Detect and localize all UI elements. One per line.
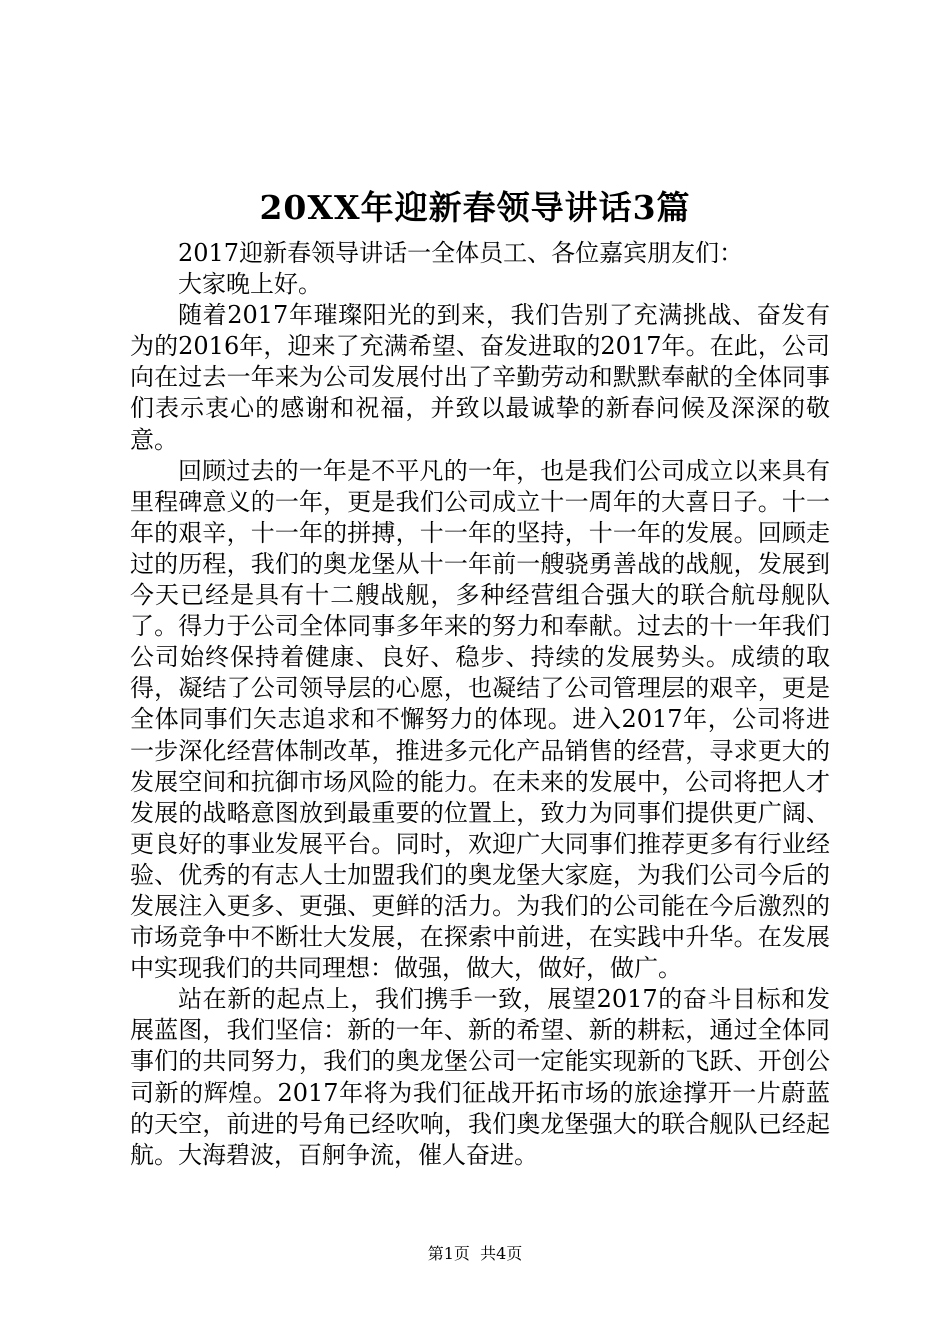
paragraph-outlook: 站在新的起点上，我们携手一致，展望2017的奋斗目标和发展蓝图，我们坚信：新的一年、新的希望、新的耕耘，通过全体同事们的共同努力，我们的奥龙堡公司一定能实现新的飞跃、开创公司新的辉煌。2017年将为我们征战开拓市场的旅途撑开一片蔚蓝的天空，前进的号角已经吹响，我们奥龙堡强大的联合舰队已经起航。大海碧波，百舸争流，催人奋进。	[130, 985, 830, 1169]
page-footer	[0, 1243, 950, 1265]
document-body	[130, 238, 830, 1171]
page-number: 第1页 共4页	[427, 1244, 523, 1263]
document-title: 20XX年迎新春领导讲话3篇	[259, 188, 691, 227]
paragraph-review: 回顾过去的一年是不平凡的一年，也是我们公司成立以来具有里程碑意义的一年，更是我们公司成立十一周年的大喜日子。十一年的艰辛，十一年的拼搏，十一年的坚持，十一年的发展。回顾走过的历程，我们的奥龙堡从十一年前一艘骁勇善战的战舰，发展到今天已经是具有十二艘战舰，多种经营组合强大的联合航母舰队了。得力于公司全体同事多年来的努力和奉献。过去的十一年我们公司始终保持着健康、良好、稳步、持续的发展势头。成绩的取得，凝结了公司领导层的心愿，也凝结了公司管理层的艰辛，更是全体同事们矢志追求和不懈努力的体现。进入2017年，公司将进一步深化经营体制改革，推进多元化产品销售的经营，寻求更大的发展空间和抗御市场风险的能力。在未来的发展中，公司将把人才发展的战略意图放到最重要的位置上，致力为同事们提供更广阔、更良好的事业发展平台。同时，欢迎广大同事们推荐更多有行业经验、优秀的有志人士加盟我们的奥龙堡大家庭，为我们公司今后的发展注入更多、更强、更鲜的活力。为我们的公司能在今后激烈的市场竞争中不断壮大发展，在探索中前进，在实践中升华。在发展中实现我们的共同理想：做强，做大，做好，做广。	[130, 456, 830, 983]
paragraph-greeting: 2017迎新春领导讲话一全体员工、各位嘉宾朋友们：	[178, 239, 744, 267]
paragraph-new-year: 随着2017年璀璨阳光的到来，我们告别了充满挑战、奋发有为的2016年，迎来了充满希望、奋发进取的2017年。在此，公司向在过去一年来为公司发展付出了辛勤劳动和默默奉献的全体同事们表示衷心的感谢和祝福，并致以最诚挚的新春问候及深深的敬意。	[130, 301, 830, 454]
paragraph-salutation: 大家晚上好。	[178, 270, 322, 299]
